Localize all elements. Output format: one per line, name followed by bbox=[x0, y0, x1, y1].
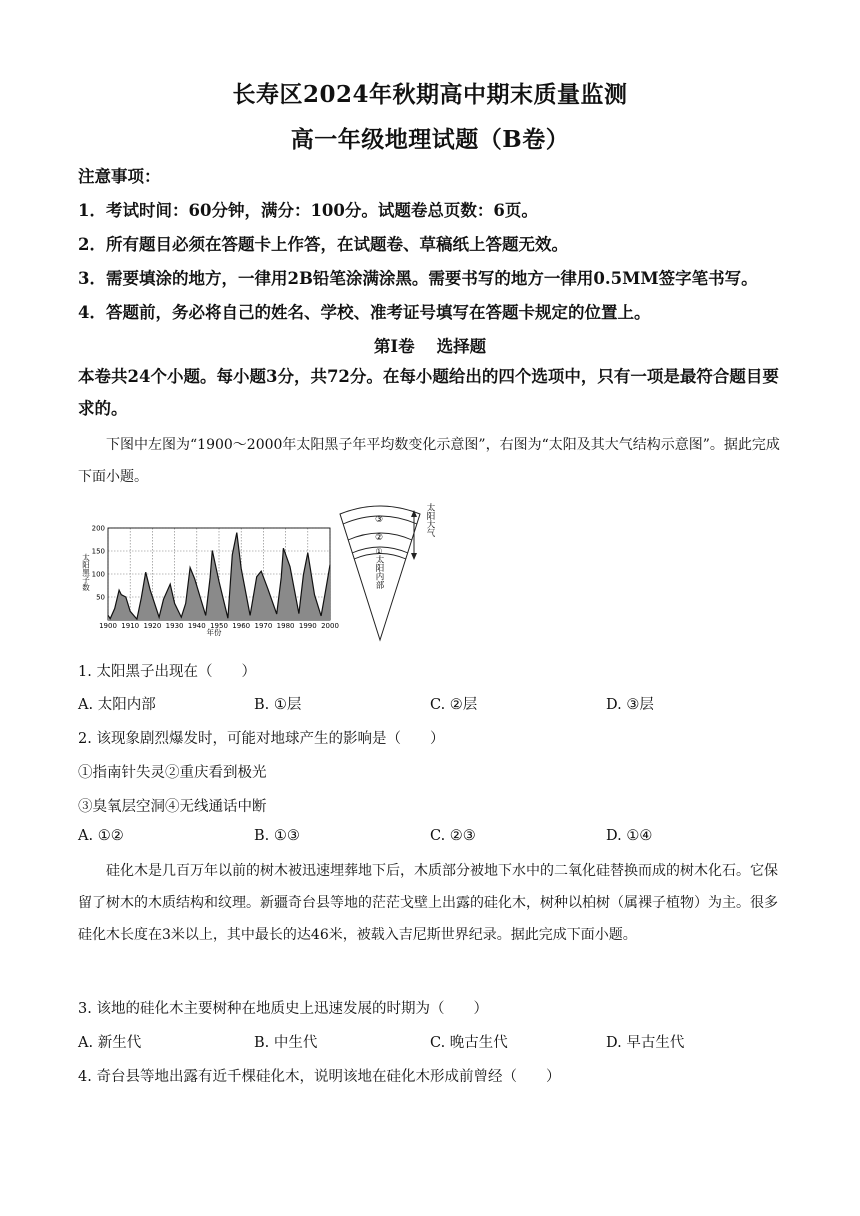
q1-option-c[interactable]: C. ②层 bbox=[430, 697, 478, 713]
layer-label-2: ② bbox=[374, 533, 384, 543]
q2-stem: 2. 该现象剧烈爆发时，可能对地球产生的影响是（ ） bbox=[78, 731, 445, 747]
q3-option-d[interactable]: D. 早古生代 bbox=[606, 1035, 685, 1051]
x-axis-label: 年份 bbox=[206, 628, 222, 637]
x-tick-label: 1910 bbox=[121, 622, 140, 630]
sun-structure-diagram bbox=[340, 502, 435, 640]
figure bbox=[78, 502, 458, 644]
x-tick-label: 1930 bbox=[165, 622, 184, 630]
q3-stem: 3. 该地的硅化木主要树种在地质史上迅速发展的时期为（ ） bbox=[78, 1001, 488, 1017]
sunspot-chart bbox=[81, 525, 339, 638]
q2-option-d[interactable]: D. ①④ bbox=[606, 828, 653, 844]
q2-option-a[interactable]: A. ①② bbox=[78, 828, 124, 844]
notice-item-3: 3．需要填涂的地方，一律用2B铅笔涂满涂黑。需要书写的地方一律用0.5MM签字笔书写。 bbox=[78, 269, 758, 288]
x-tick-label: 1950 bbox=[210, 622, 228, 630]
x-tick-label: 1960 bbox=[232, 622, 251, 630]
interior-label: 太阳内部 bbox=[374, 555, 384, 589]
layer-label-1: ① bbox=[375, 547, 383, 556]
q2-option-c[interactable]: C. ②③ bbox=[430, 828, 476, 844]
q3-option-b[interactable]: B. 中生代 bbox=[254, 1035, 318, 1051]
atmosphere-label: 太阳大气 bbox=[425, 503, 435, 537]
notice-heading: 注意事项： bbox=[78, 167, 161, 186]
section-part: 第Ⅰ卷 bbox=[373, 337, 415, 356]
notice-item-2: 2．所有题目必须在答题卡上作答，在试题卷、草稿纸上答题无效。 bbox=[78, 235, 568, 254]
q3-option-a[interactable]: A. 新生代 bbox=[78, 1035, 142, 1051]
y-tick-labels bbox=[92, 525, 105, 602]
x-tick-label: 1920 bbox=[143, 622, 162, 630]
section-intro: 本卷共24个小题。每小题3分，共72分。在每小题给出的四个选项中，只有一项是最符合题目要求的。 bbox=[78, 367, 779, 418]
material-1: 下图中左图为“1900～2000年太阳黑子年平均数变化示意图”，右图为“太阳及其大气结构示意图”。据此完成下面小题。 bbox=[78, 437, 780, 485]
q1-option-d[interactable]: D. ③层 bbox=[606, 697, 654, 713]
q2-line-1: ①指南针失灵②重庆看到极光 bbox=[78, 765, 267, 781]
y-axis-label: 太阳黑子数 bbox=[81, 553, 91, 591]
x-tick-label: 1900 bbox=[99, 622, 117, 630]
q1-option-b[interactable]: B. ①层 bbox=[254, 697, 302, 713]
y-tick-label: 200 bbox=[91, 524, 105, 533]
exam-title: 长寿区2024年秋期高中期末质量监测 bbox=[232, 81, 628, 108]
y-tick-label: 100 bbox=[91, 570, 105, 579]
q1-stem: 1. 太阳黑子出现在（ ） bbox=[78, 664, 256, 680]
q4-stem: 4. 奇台县等地出露有近千棵硅化木，说明该地在硅化木形成前曾经（ ） bbox=[78, 1069, 561, 1085]
section-name: 选择题 bbox=[436, 337, 487, 356]
layer-label-3: ③ bbox=[374, 515, 384, 525]
q1-option-a[interactable]: A. 太阳内部 bbox=[78, 697, 156, 713]
q3-option-c[interactable]: C. 晚古生代 bbox=[430, 1035, 508, 1051]
y-tick-label: 50 bbox=[96, 593, 105, 602]
x-tick-label: 1940 bbox=[187, 622, 206, 630]
notice-item-4: 4．答题前，务必将自己的姓名、学校、准考证号填写在答题卡规定的位置上。 bbox=[78, 303, 651, 322]
x-tick-label: 2000 bbox=[321, 622, 339, 630]
x-tick-label: 1990 bbox=[298, 622, 317, 630]
material-2: 硅化木是几百万年以前的树木被迅速埋葬地下后，木质部分被地下水中的二氧化硅替换而成的树木化石。它保留了树木的木质结构和纹理。新疆奇台县等地的茫茫戈壁上出露的硅化木，树种以柏树（属裸子植物）为主。很多硅化木长度在3米以上，其中最长的达46米，被载入吉尼斯世界纪录。据此完成下面小题。 bbox=[78, 863, 778, 943]
q2-option-b[interactable]: B. ①③ bbox=[254, 828, 300, 844]
exam-subtitle: 高一年级地理试题（B卷） bbox=[290, 126, 570, 153]
arrow-head-bottom bbox=[411, 553, 417, 560]
x-tick-label: 1970 bbox=[254, 622, 273, 630]
section-heading bbox=[0, 333, 860, 357]
notice-item-1: 1．考试时间：60分钟，满分：100分。试题卷总页数：6页。 bbox=[78, 201, 538, 220]
y-tick-label: 150 bbox=[91, 547, 105, 556]
x-tick-label: 1980 bbox=[276, 622, 295, 630]
q2-line-2: ③臭氧层空洞④无线通话中断 bbox=[78, 799, 267, 815]
